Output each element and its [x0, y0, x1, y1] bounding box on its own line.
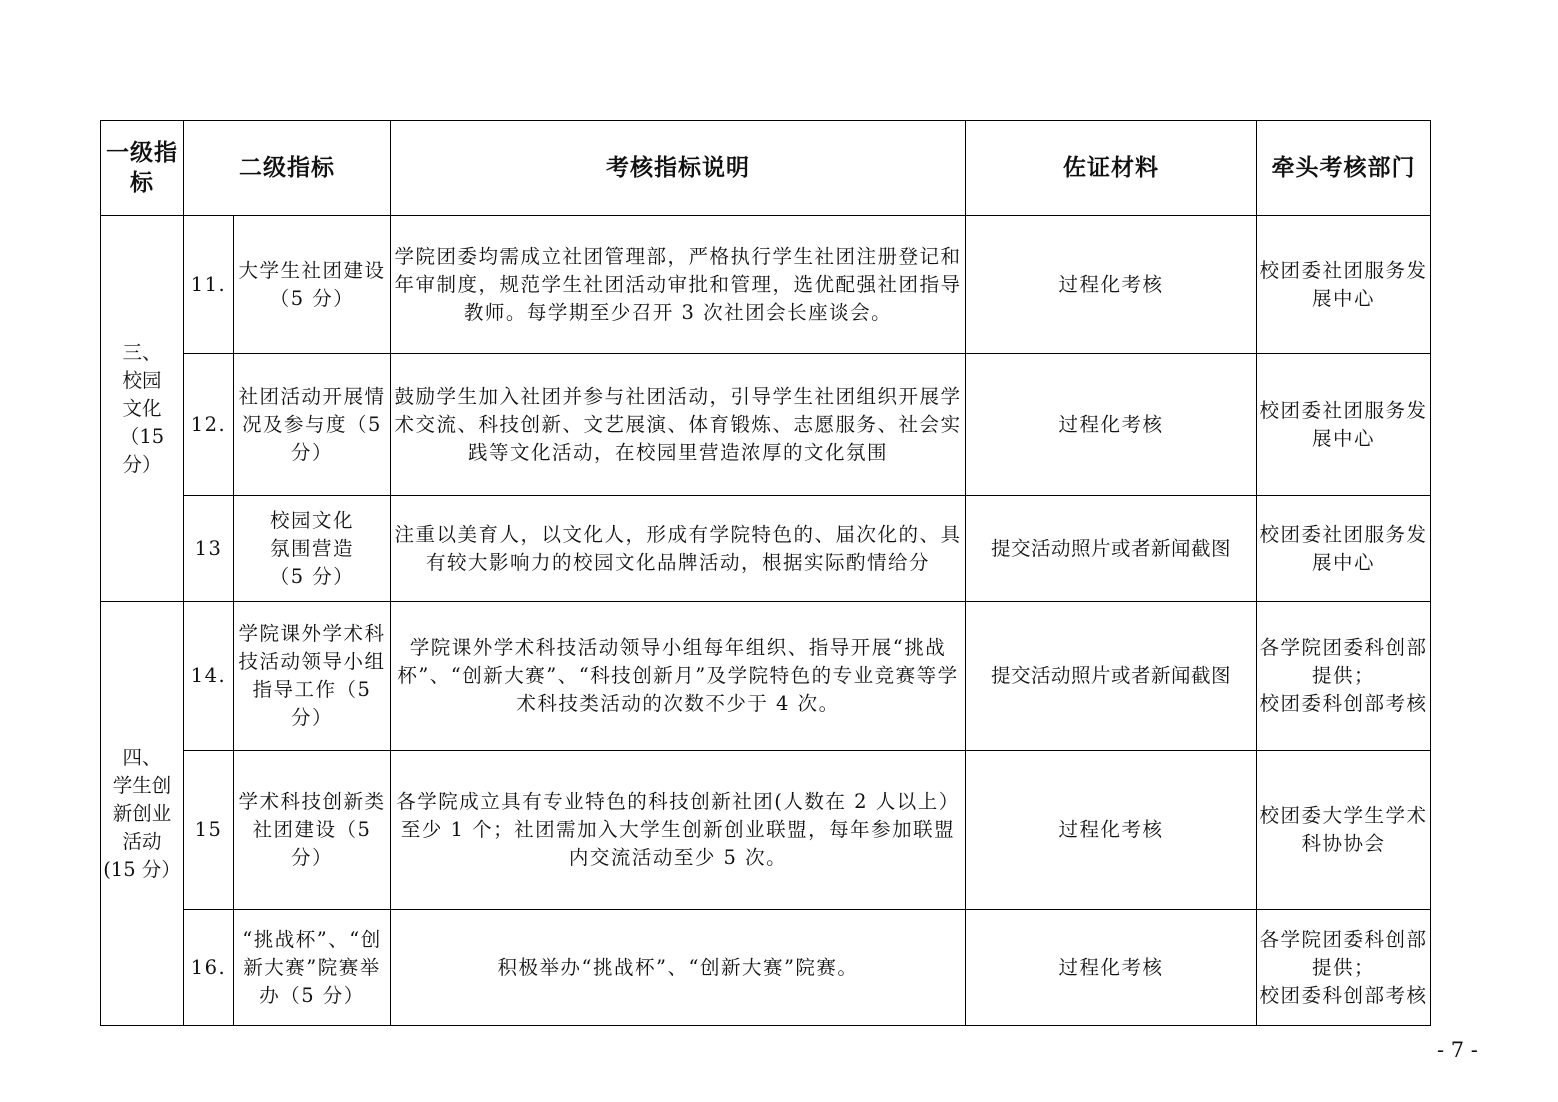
row-indicator: 社团活动开展情况及参与度（5 分）	[234, 354, 391, 496]
header-row	[101, 121, 1431, 216]
table-row	[101, 910, 1431, 1026]
row-evidence: 过程化考核	[966, 910, 1257, 1026]
row-number: 15	[184, 751, 234, 910]
row-description: 学院团委均需成立社团管理部，严格执行学生社团注册登记和年审制度，规范学生社团活动审批和管理，选优配强社团指导教师。每学期至少召开 3 次社团会长座谈会。	[391, 216, 966, 354]
row-department: 校团委大学生学术科协协会	[1257, 751, 1431, 910]
header-evidence: 佐证材料	[966, 121, 1257, 216]
row-indicator: 学院课外学术科技活动领导小组指导工作（5 分）	[234, 602, 391, 751]
evaluation-table	[100, 120, 1431, 1026]
row-description: 各学院成立具有专业特色的科技创新社团(人数在 2 人以上）至少 1 个；社团需加入大学生创新创业联盟，每年参加联盟内交流活动至少 5 次。	[391, 751, 966, 910]
table-row	[101, 751, 1431, 910]
header-level1: 一级指标	[101, 121, 184, 216]
group-label: 三、 校园 文化 （15 分）	[101, 216, 184, 602]
row-description: 积极举办“挑战杯”、“创新大赛”院赛。	[391, 910, 966, 1026]
row-indicator: 学术科技创新类社团建设（5 分）	[234, 751, 391, 910]
row-indicator: 校园文化 氛围营造 （5 分）	[234, 496, 391, 602]
row-indicator: “挑战杯”、“创新大赛”院赛举办（5 分）	[234, 910, 391, 1026]
row-department: 各学院团委科创部提供； 校团委科创部考核	[1257, 910, 1431, 1026]
table-row	[101, 216, 1431, 354]
row-department: 校团委社团服务发展中心	[1257, 496, 1431, 602]
row-department: 校团委社团服务发展中心	[1257, 216, 1431, 354]
row-evidence: 过程化考核	[966, 751, 1257, 910]
row-number: 14.	[184, 602, 234, 751]
row-department: 校团委社团服务发展中心	[1257, 354, 1431, 496]
row-indicator: 大学生社团建设（5 分）	[234, 216, 391, 354]
row-number: 13	[184, 496, 234, 602]
row-number: 12.	[184, 354, 234, 496]
row-number: 16.	[184, 910, 234, 1026]
table-row	[101, 496, 1431, 602]
header-description: 考核指标说明	[391, 121, 966, 216]
row-evidence: 过程化考核	[966, 354, 1257, 496]
page-number: - 7 -	[1437, 1038, 1478, 1062]
group-label: 四、 学生创 新创业 活动 (15 分）	[101, 602, 184, 1026]
row-description: 学院课外学术科技活动领导小组每年组织、指导开展“挑战杯”、“创新大赛”、“科技创新月”及学院特色的专业竞赛等学术科技类活动的次数不少于 4 次。	[391, 602, 966, 751]
row-number: 11.	[184, 216, 234, 354]
row-description: 鼓励学生加入社团并参与社团活动，引导学生社团组织开展学术交流、科技创新、文艺展演、体育锻炼、志愿服务、社会实践等文化活动，在校园里营造浓厚的文化氛围	[391, 354, 966, 496]
table-row	[101, 602, 1431, 751]
header-level2: 二级指标	[184, 121, 391, 216]
row-evidence: 提交活动照片或者新闻截图	[966, 496, 1257, 602]
table-row	[101, 354, 1431, 496]
row-department: 各学院团委科创部提供； 校团委科创部考核	[1257, 602, 1431, 751]
row-description: 注重以美育人，以文化人，形成有学院特色的、届次化的、具有较大影响力的校园文化品牌活动，根据实际酌情给分	[391, 496, 966, 602]
row-evidence: 提交活动照片或者新闻截图	[966, 602, 1257, 751]
row-evidence: 过程化考核	[966, 216, 1257, 354]
header-department: 牵头考核部门	[1257, 121, 1431, 216]
